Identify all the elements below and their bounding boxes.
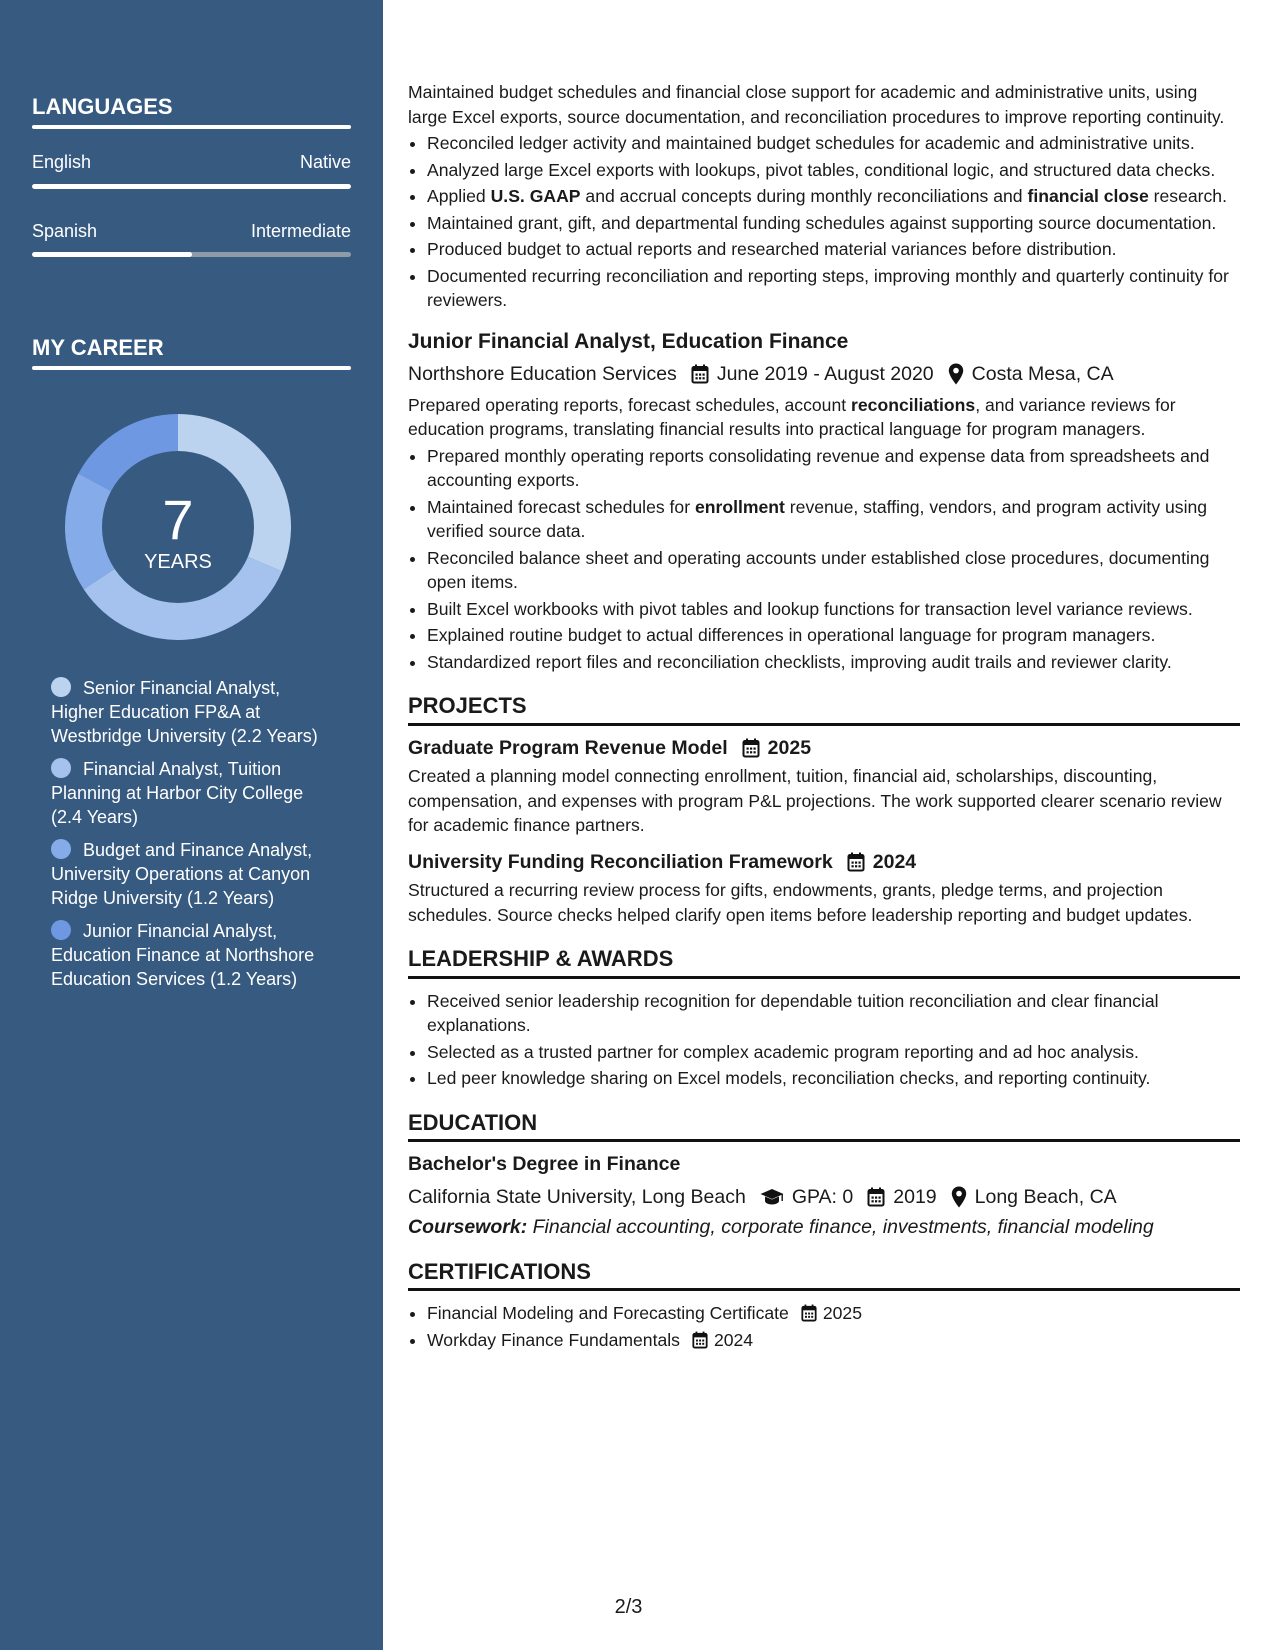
project-title-row (408, 736, 1240, 761)
career-item (51, 838, 331, 910)
job-bullet (427, 184, 1240, 209)
project-year: 2025 (767, 736, 812, 759)
language-bar-fill (32, 184, 351, 189)
calendar-icon (801, 1304, 817, 1322)
career-total-years: 7 (162, 488, 194, 551)
gpa: GPA: 0 (791, 1185, 854, 1208)
career-donut-chart (65, 414, 291, 640)
calendar-icon (742, 738, 760, 758)
job-bullet: • Documented recurring reconciliation and reporting steps, improving monthly and quarterly continuity for reviewers. (427, 264, 1240, 313)
language-level: Native (299, 152, 351, 172)
job-bullet: • Maintained grant, gift, and departmental funding schedules against supporting source documentation. (427, 211, 1240, 236)
coursework-label: Coursework: (408, 1216, 528, 1238)
career-item (51, 757, 331, 829)
career-legend-dot (51, 677, 71, 697)
coursework-text: Financial accounting, corporate finance, investments, financial modeling (527, 1216, 1154, 1238)
job-bullets (408, 131, 1240, 313)
career-item-text: Budget and Finance Analyst, University Operations at Canyon Ridge University (1.2 Years) (51, 840, 313, 908)
graduation-year: 2019 (893, 1185, 937, 1208)
certification-row (427, 1328, 1240, 1353)
career-heading-rule (32, 366, 351, 370)
project-description: Structured a recurring review process for gifts, endowments, grants, pledge terms, and projection schedules. Source checks helped clarify open items before leadership reporting and budget updates. (408, 880, 1193, 925)
language-bar-fill (32, 252, 192, 257)
language-bar-english (32, 184, 351, 189)
bullet-text: Applied (427, 186, 491, 206)
languages-heading-rule (32, 125, 351, 129)
career-total-unit: YEARS (144, 551, 212, 573)
job-bullet: • Built Excel workbooks with pivot tables and lookup functions for transaction level variance reviews. (427, 597, 1240, 622)
job-location: Costa Mesa, CA (971, 363, 1114, 385)
job-bullet: • Explained routine budget to actual differences in operational language for program managers. (427, 623, 1240, 648)
school-name: California State University, Long Beach (408, 1185, 746, 1208)
job-bullet: • Standardized report files and reconciliation checklists, improving audit trails and reviewer clarity. (427, 650, 1240, 675)
job-bullet: • Prepared monthly operating reports consolidating revenue and expense data from spreadsheets and accounting exports. (427, 444, 1240, 493)
calendar-icon (691, 364, 709, 384)
page-number: 2/3 (614, 1596, 643, 1618)
career-item (51, 919, 331, 991)
project-title: University Funding Reconciliation Framework (408, 850, 833, 873)
certification-name: • Workday Finance Fundamentals (427, 1329, 680, 1350)
page-number-row (0, 1596, 1275, 1619)
job-summary: Maintained budget schedules and financial close support for academic and administrative units, using large Excel exports, source documentation, and reconciliation procedures to improve reporting continuity. (408, 82, 1225, 127)
job-bullet: • Reconciled balance sheet and operating accounts under established close procedures, documenting open items. (427, 546, 1240, 595)
language-row-english (32, 152, 351, 173)
job-meta (408, 362, 1240, 387)
main-content (408, 80, 1240, 1354)
calendar-icon (847, 852, 865, 872)
career-item-text: Senior Financial Analyst, Higher Education FP&A at Westbridge University (2.2 Years) (51, 678, 318, 746)
degree-title: Bachelor's Degree in Finance (408, 1153, 681, 1175)
certification-name: • Financial Modeling and Forecasting Certificate (427, 1303, 789, 1323)
job-bullet (427, 495, 1240, 544)
education-meta (408, 1185, 1240, 1210)
map-pin-icon (951, 1186, 967, 1208)
company-name: Northshore Education Services (408, 363, 677, 385)
leadership-item: • Led peer knowledge sharing on Excel models, reconciliation checks, and reporting continuity. (427, 1066, 1240, 1091)
summary-text: , and variance reviews for education programs, translating financial results into practical language for program managers. (408, 394, 1176, 439)
language-name: Spanish (32, 221, 98, 241)
job-title: Junior Financial Analyst, Education Finance (408, 329, 849, 353)
languages-heading: LANGUAGES (32, 94, 173, 119)
certification-list (408, 1301, 1240, 1352)
summary-bold: reconciliations (851, 394, 976, 415)
leadership-item: • Received senior leadership recognition for dependable tuition reconciliation and clear financial explanations. (427, 989, 1240, 1038)
language-bar-spanish (32, 252, 351, 257)
job-bullet: • Reconciled ledger activity and maintained budget schedules for academic and administrative units. (427, 131, 1240, 156)
bullet-bold: financial close (1027, 186, 1149, 206)
calendar-icon (867, 1187, 885, 1207)
bullet-bold: U.S. GAAP (490, 186, 581, 206)
leadership-item: • Selected as a trusted partner for complex academic program reporting and ad hoc analysis. (427, 1040, 1240, 1065)
job-bullet: • Produced budget to actual reports and researched material variances before distribution. (427, 237, 1240, 262)
project-description: Created a planning model connecting enrollment, tuition, financial aid, scholarships, discounting, compensation, and expenses with program P&L projections. The work supported clearer scenario review for academic finance partners. (408, 766, 1222, 835)
certification-year: 2025 (822, 1303, 862, 1323)
graduation-cap-icon (760, 1188, 784, 1206)
certification-item (427, 1301, 1240, 1326)
project-year: 2024 (872, 850, 917, 873)
bullet-text: research. (1148, 186, 1227, 206)
career-legend-dot (51, 758, 71, 778)
school-location: Long Beach, CA (974, 1185, 1117, 1208)
summary-text: Prepared operating reports, forecast schedules, account (408, 394, 852, 415)
calendar-icon (692, 1331, 708, 1349)
bullet-text: revenue, staffing, vendors, and program activity using verified source data. (427, 496, 1208, 541)
certification-row (427, 1301, 1240, 1326)
section-heading-certifications: CERTIFICATIONS (408, 1260, 1240, 1292)
job-bullet: • Analyzed large Excel exports with lookups, pivot tables, conditional logic, and structured data checks. (427, 158, 1240, 183)
career-item-text: Financial Analyst, Tuition Planning at Harbor City College (2.4 Years) (51, 759, 304, 827)
career-item-text: Junior Financial Analyst, Education Finance at Northshore Education Services (1.2 Years) (51, 921, 315, 989)
career-item (51, 676, 331, 748)
sidebar (0, 0, 383, 1650)
section-heading-projects: PROJECTS (408, 694, 1240, 726)
map-pin-icon (948, 363, 964, 385)
coursework (408, 1215, 1240, 1240)
project-title-row (408, 850, 1240, 875)
career-legend-dot (51, 920, 71, 940)
section-heading-leadership: LEADERSHIP & AWARDS (408, 947, 1240, 979)
career-list (51, 676, 331, 1000)
bullet-text: Maintained forecast schedules for (427, 496, 695, 517)
language-row-spanish (32, 221, 351, 242)
bullet-text: and accrual concepts during monthly reconciliations and (580, 186, 1028, 206)
certification-year: 2024 (713, 1329, 754, 1350)
certification-item (427, 1328, 1240, 1353)
job-bullets (408, 444, 1240, 675)
language-name: English (32, 152, 92, 172)
leadership-list (408, 989, 1240, 1091)
job-summary (408, 393, 1240, 442)
career-heading: MY CAREER (32, 335, 164, 360)
job-dates: June 2019 - August 2020 (716, 363, 934, 385)
project-title: Graduate Program Revenue Model (408, 736, 728, 759)
language-level: Intermediate (250, 221, 351, 241)
career-legend-dot (51, 839, 71, 859)
section-heading-education: EDUCATION (408, 1111, 1240, 1143)
bullet-bold: enrollment (694, 496, 785, 517)
